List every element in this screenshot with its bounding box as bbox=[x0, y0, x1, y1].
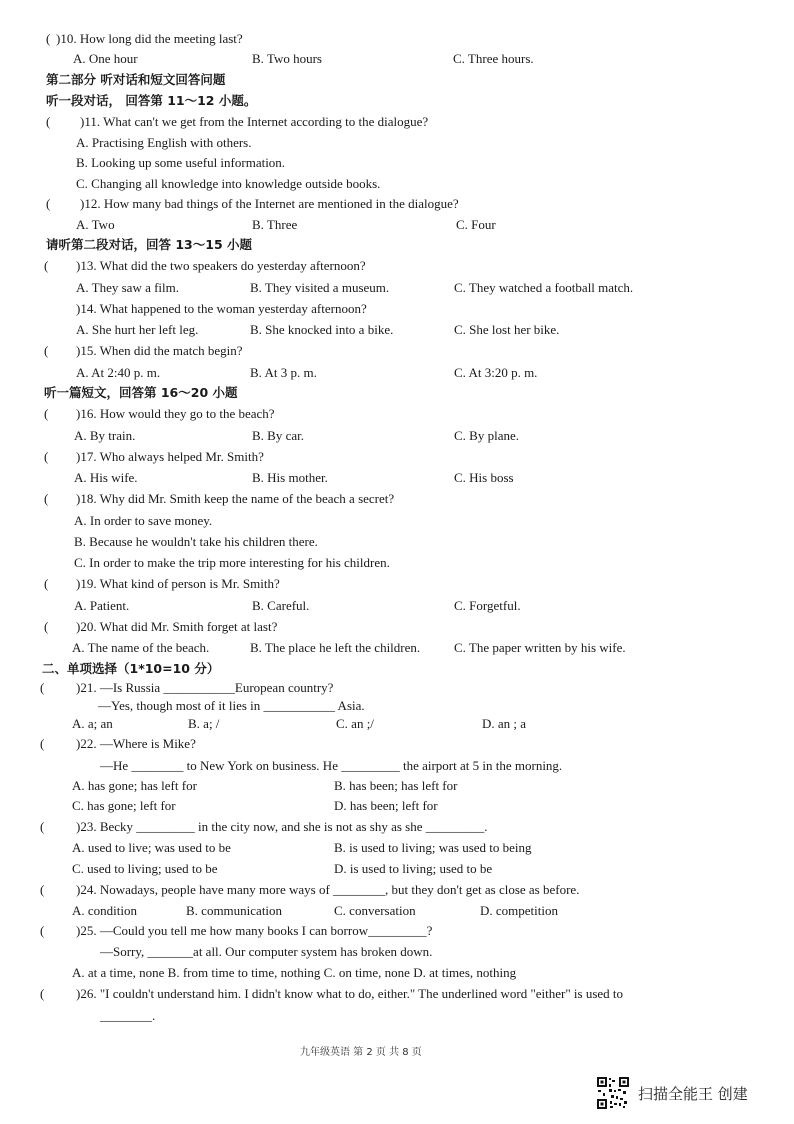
q15-stem: )15. When did the match begin? bbox=[76, 343, 243, 358]
q24-option-a: A. condition bbox=[72, 903, 137, 918]
q24-option-d: D. competition bbox=[480, 903, 558, 918]
passage-heading: 听一篇短文，回答第 16～20 小题 bbox=[44, 385, 238, 400]
q22-option-a: A. has gone; has left for bbox=[72, 778, 197, 793]
q21-option-b: B. a; / bbox=[188, 716, 220, 731]
q18-paren: ( bbox=[44, 491, 49, 506]
q22-paren: ( bbox=[40, 736, 45, 751]
q10-option-b: B. Two hours bbox=[252, 51, 322, 66]
q25-reply: —Sorry, _______at all. Our computer system has broken down. bbox=[100, 944, 433, 959]
dialog1-heading: 听一段对话， 回答第 11～12 小题。 bbox=[46, 93, 257, 108]
q18-option-b: B. Because he wouldn't take his children there. bbox=[74, 534, 318, 549]
q11-option-c: C. Changing all knowledge into knowledge outside books. bbox=[76, 176, 381, 191]
q18-option-a: A. In order to save money. bbox=[74, 513, 213, 528]
q13-stem: )13. What did the two speakers do yesterday afternoon? bbox=[76, 258, 366, 273]
q24-option-c: C. conversation bbox=[334, 903, 416, 918]
q14-option-c: C. She lost her bike. bbox=[454, 322, 560, 337]
q19-option-b: B. Careful. bbox=[252, 598, 310, 613]
q12-option-c: C. Four bbox=[456, 217, 496, 232]
q22-option-d: D. has been; left for bbox=[334, 798, 438, 813]
q19-stem: )19. What kind of person is Mr. Smith? bbox=[76, 576, 280, 591]
q12-option-a: A. Two bbox=[76, 217, 115, 232]
q15-paren: ( bbox=[44, 343, 49, 358]
q11-stem: )11. What can't we get from the Internet according to the dialogue? bbox=[80, 114, 429, 129]
qr-code-icon bbox=[596, 1076, 630, 1110]
q21-option-d: D. an ; a bbox=[482, 716, 527, 731]
q24-option-b: B. communication bbox=[186, 903, 283, 918]
q26-paren: ( bbox=[40, 986, 45, 1001]
q21-option-c: C. an ;/ bbox=[336, 716, 374, 731]
q19-paren: ( bbox=[44, 576, 49, 591]
q16-option-b: B. By car. bbox=[252, 428, 304, 443]
q23-option-d: D. is used to living; used to be bbox=[334, 861, 493, 876]
q20-paren: ( bbox=[44, 619, 49, 634]
q12-stem: )12. How many bad things of the Internet are mentioned in the dialogue? bbox=[80, 196, 459, 211]
scanner-watermark-text: 扫描全能王 创建 bbox=[638, 1084, 748, 1103]
q14-option-a: A. She hurt her left leg. bbox=[76, 322, 199, 337]
section2-heading: 二、单项选择（1*10=10 分） bbox=[42, 661, 220, 676]
q21-paren: ( bbox=[40, 680, 45, 695]
q15-option-b: B. At 3 p. m. bbox=[250, 365, 317, 380]
q25-paren: ( bbox=[40, 923, 45, 938]
q16-option-c: C. By plane. bbox=[454, 428, 519, 443]
q20-option-c: C. The paper written by his wife. bbox=[454, 640, 626, 655]
q13-option-a: A. They saw a film. bbox=[76, 280, 180, 295]
dialog2-heading: 请听第二段对话，回答 13～15 小题 bbox=[46, 237, 252, 252]
q26-blank: ________. bbox=[100, 1008, 156, 1023]
q20-stem: )20. What did Mr. Smith forget at last? bbox=[76, 619, 278, 634]
q17-stem: )17. Who always helped Mr. Smith? bbox=[76, 449, 264, 464]
q10-stem: )10. How long did the meeting last? bbox=[56, 31, 243, 46]
q22-option-c: C. has gone; left for bbox=[72, 798, 176, 813]
q10-paren: ( bbox=[46, 31, 51, 46]
q16-option-a: A. By train. bbox=[74, 428, 136, 443]
q23-stem: )23. Becky _________ in the city now, and she is not as shy as she _________. bbox=[76, 819, 488, 834]
q19-option-c: C. Forgetful. bbox=[454, 598, 521, 613]
q13-paren: ( bbox=[44, 258, 49, 273]
q12-paren: ( bbox=[46, 196, 51, 211]
q18-option-c: C. In order to make the trip more interesting for his children. bbox=[74, 555, 390, 570]
q10-option-a: A. One hour bbox=[73, 51, 138, 66]
scanner-watermark bbox=[596, 1076, 748, 1110]
q24-paren: ( bbox=[40, 882, 45, 897]
q25-stem: )25. —Could you tell me how many books I can borrow_________? bbox=[76, 923, 433, 938]
q15-option-a: A. At 2:40 p. m. bbox=[76, 365, 161, 380]
q17-paren: ( bbox=[44, 449, 49, 464]
q23-option-c: C. used to living; used to be bbox=[72, 861, 218, 876]
q21-reply: —Yes, though most of it lies in ___________ Asia. bbox=[98, 698, 365, 713]
q23-option-a: A. used to live; was used to be bbox=[72, 840, 231, 855]
q21-option-a: A. a; an bbox=[72, 716, 113, 731]
q20-option-a: A. The name of the beach. bbox=[72, 640, 210, 655]
q25-options: A. at a time, none B. from time to time, nothing C. on time, none D. at times, nothing bbox=[72, 965, 517, 980]
q22-reply: —He ________ to New York on business. He _________ the airport at 5 in the morning. bbox=[100, 758, 563, 773]
q23-option-b: B. is used to living; was used to being bbox=[334, 840, 532, 855]
q17-option-a: A. His wife. bbox=[74, 470, 138, 485]
q11-option-a: A. Practising English with others. bbox=[76, 135, 252, 150]
q10-option-c: C. Three hours. bbox=[453, 51, 534, 66]
q11-option-b: B. Looking up some useful information. bbox=[76, 155, 286, 170]
q22-stem: )22. —Where is Mike? bbox=[76, 736, 196, 751]
q16-stem: )16. How would they go to the beach? bbox=[76, 406, 275, 421]
q11-paren: ( bbox=[46, 114, 51, 129]
q13-option-c: C. They watched a football match. bbox=[454, 280, 634, 295]
q17-option-c: C. His boss bbox=[454, 470, 514, 485]
q20-option-b: B. The place he left the children. bbox=[250, 640, 421, 655]
q14-option-b: B. She knocked into a bike. bbox=[250, 322, 394, 337]
q24-stem: )24. Nowadays, people have many more ways of ________, but they don't get as close as before. bbox=[76, 882, 580, 897]
q18-stem: )18. Why did Mr. Smith keep the name of the beach a secret? bbox=[76, 491, 395, 506]
q15-option-c: C. At 3:20 p. m. bbox=[454, 365, 538, 380]
q16-paren: ( bbox=[44, 406, 49, 421]
q21-stem: )21. —Is Russia ___________European country? bbox=[76, 680, 334, 695]
q12-option-b: B. Three bbox=[252, 217, 298, 232]
q22-option-b: B. has been; has left for bbox=[334, 778, 458, 793]
q23-paren: ( bbox=[40, 819, 45, 834]
q13-option-b: B. They visited a museum. bbox=[250, 280, 390, 295]
q17-option-b: B. His mother. bbox=[252, 470, 328, 485]
q19-option-a: A. Patient. bbox=[74, 598, 130, 613]
part2-heading: 第二部分 听对话和短文回答问题 bbox=[46, 72, 226, 87]
page-footer: 九年级英语 第 2 页 共 8 页 bbox=[300, 1047, 422, 1058]
q14-stem: )14. What happened to the woman yesterday afternoon? bbox=[76, 301, 367, 316]
q26-stem: )26. "I couldn't understand him. I didn't know what to do, either." The underlined word "either" is used to bbox=[76, 986, 624, 1001]
